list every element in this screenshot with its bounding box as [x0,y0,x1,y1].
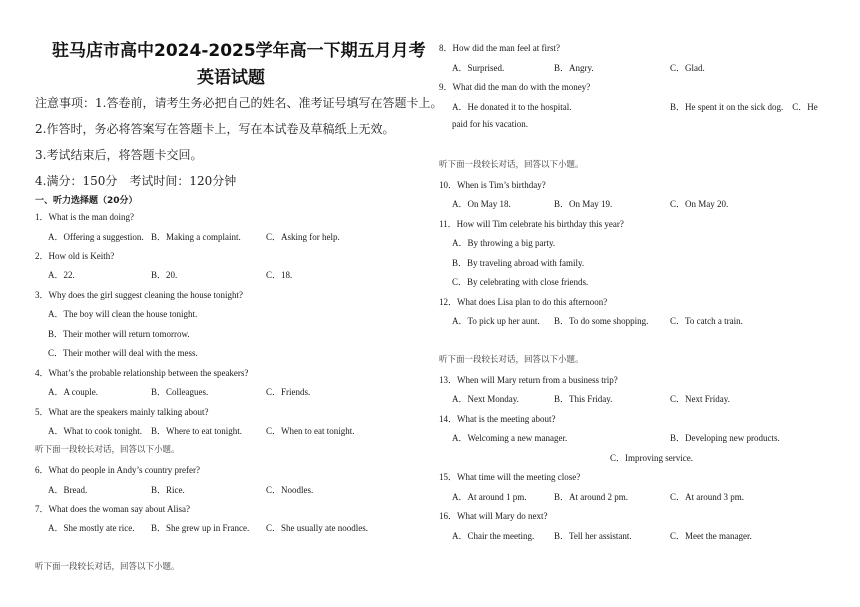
option-c: C．Noodles. [266,485,314,495]
option-a: A．To pick up her aunt. [452,316,540,326]
option-b: B．Their mother will return tomorrow. [48,329,190,339]
question-stem: 8．How did the man feel at first? [439,43,560,53]
option-a: A．A couple. [48,387,98,397]
question-stem: 2．How old is Keith? [35,251,115,261]
option-a: A．Bread. [48,485,88,495]
question-stem: 11．How will Tim celebrate his birthday this year? [439,219,624,229]
option-c: C．To catch a train. [670,316,743,326]
option-b: B．She grew up in France. [151,523,250,533]
question-stem: 16．What will Mary do next? [439,511,548,521]
option-c: C．Glad. [670,63,705,73]
exam-subtitle: 英语试题 [197,68,265,88]
option-b: B．On May 19. [554,199,613,209]
question-stem: 1．What is the man doing? [35,212,134,222]
option-c: C．Meet the manager. [670,531,752,541]
option-b: B．This Friday. [554,394,613,404]
option-a: A．Offering a suggestion. [48,232,144,242]
listening-instruction: 听下面一段较长对话，回答以下小题。 [35,445,180,455]
listening-instruction: 听下面一段较长对话，回答以下小题。 [35,562,180,572]
option-c: C．By celebrating with close friends. [452,277,589,287]
option-a: A．Surprised. [452,63,505,73]
option-a: A．Chair the meeting. [452,531,535,541]
option-c: C．18. [266,270,293,280]
question-stem: 15．What time will the meeting close? [439,472,581,482]
listening-instruction: 听下面一段较长对话，回答以下小题。 [439,160,584,170]
option-a: A．He donated it to the hospital. [452,102,572,112]
notice-3: 3.考试结束后，将答题卡交回。 [35,148,203,162]
option-a: A．She mostly ate rice. [48,523,135,533]
notice-1: 注意事项：1.答卷前，请考生务必把自己的姓名、准考证号填写在答题卡上。 [35,96,443,110]
section-title: 一、听力选择题（20分） [35,196,138,206]
question-stem: 3．Why does the girl suggest cleaning the house tonight? [35,290,243,300]
option-c: C．At around 3 pm. [670,492,744,502]
option-b: B．At around 2 pm. [554,492,628,502]
option-a: A．What to cook tonight. [48,426,142,436]
option-b: B．20. [151,270,178,280]
question-stem: 13．When will Mary return from a business trip? [439,375,618,385]
notice-2: 2.作答时，务必将答案写在答题卡上，写在本试卷及草稿纸上无效。 [35,122,395,136]
option-c: C．Their mother will deal with the mess. [48,348,198,358]
question-stem: 5．What are the speakers mainly talking about? [35,407,209,417]
option-b: B．By traveling abroad with family. [452,258,585,268]
option-b: B．Rice. [151,485,185,495]
option-a: A．On May 18. [452,199,511,209]
option-b: B．Where to eat tonight. [151,426,242,436]
question-stem: 4．What’s the probable relationship between the speakers? [35,368,249,378]
exam-title: 驻马店市高中2024-2025学年高一下期五月月考 [52,41,426,61]
question-stem: 12．What does Lisa plan to do this afternoon? [439,297,608,307]
question-stem: 10．When is Tim’s birthday? [439,180,546,190]
question-stem: 7．What does the woman say about Alisa? [35,504,190,514]
option-c: C．Asking for help. [266,232,340,242]
option-a: A．22. [48,270,75,280]
question-stem: 14．What is the meeting about? [439,414,556,424]
option-a: A．At around 1 pm. [452,492,527,502]
option-b: B．Colleagues. [151,387,209,397]
option-a: A．Next Monday. [452,394,519,404]
option-b: B．Tell her assistant. [554,531,632,541]
option-c: C．When to eat tonight. [266,426,355,436]
option-c: C．Next Friday. [670,394,730,404]
option-a: A．By throwing a big party. [452,238,556,248]
option-c: C．Improving service. [610,453,693,463]
option-b: B．To do some shopping. [554,316,649,326]
notice-4: 4.满分：150分 考试时间：120分钟 [35,174,237,188]
option-b: B．Making a complaint. [151,232,241,242]
option-b: B．Developing new products. [670,433,780,443]
option-a: A．Welcoming a new manager. [452,433,568,443]
option-b: B．He spent it on the sick dog. C．He [670,102,818,112]
option-c: C．She usually ate noodles. [266,523,368,533]
question-stem: 6．What do people in Andy’s country prefer? [35,465,200,475]
option-c-continued: paid for his vacation. [452,119,528,129]
question-stem: 9．What did the man do with the money? [439,82,591,92]
option-c: C．Friends. [266,387,311,397]
option-a: A．The boy will clean the house tonight. [48,309,198,319]
option-b: B．Angry. [554,63,594,73]
listening-instruction: 听下面一段较长对话，回答以下小题。 [439,355,584,365]
option-c: C．On May 20. [670,199,729,209]
